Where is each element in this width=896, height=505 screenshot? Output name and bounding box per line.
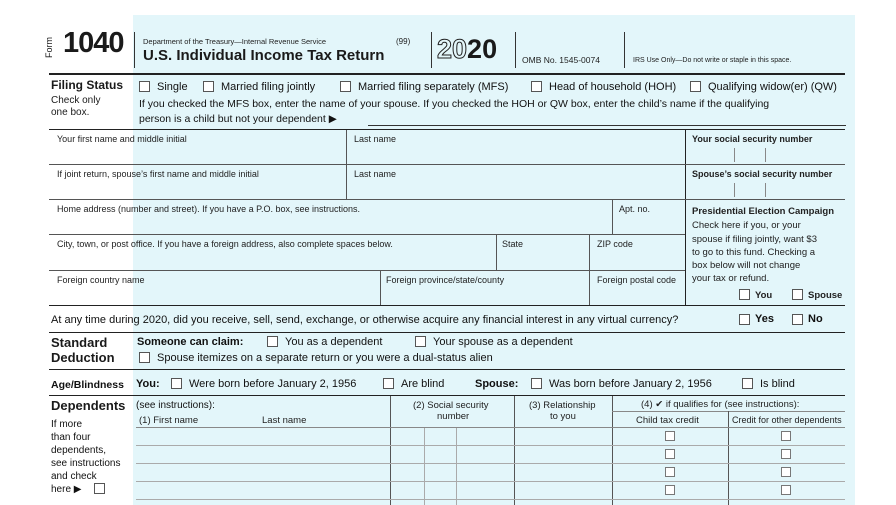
spouse-ssn-label: Spouse’s social security number [692, 169, 833, 179]
col-first-name: (1) First name [139, 415, 199, 426]
spouse-first-name-label: If joint return, spouse’s first name and middle initial [57, 169, 259, 179]
col-qualifies: (4) ✔ if qualifies for (see instructions): [641, 399, 800, 410]
checkbox-child-tax-credit-4[interactable] [665, 485, 675, 495]
checkbox-spouse-dependent[interactable] [415, 336, 426, 347]
ssn-label: Your social security number [692, 134, 813, 144]
dependent-row-1[interactable] [136, 428, 612, 445]
checkbox-married-jointly[interactable] [203, 81, 214, 92]
checkbox-other-credit-3[interactable] [781, 467, 791, 477]
checkbox-more-dependents[interactable] [94, 483, 105, 494]
checkbox-spouse-born-before[interactable] [531, 378, 542, 389]
presidential-line-1: Check here if you, or your [692, 220, 801, 231]
spouse-itemizes-label: Spouse itemizes on a separate return or you were a dual-status alien [157, 352, 493, 364]
spouse-last-name-field[interactable] [347, 165, 685, 199]
label-single: Single [157, 81, 188, 93]
checkbox-child-tax-credit-2[interactable] [665, 449, 675, 459]
presidential-line-3: to go to this fund. Checking a [692, 247, 816, 258]
last-name-label: Last name [354, 134, 397, 144]
checkbox-other-credit-4[interactable] [781, 485, 791, 495]
col-credit-other: Credit for other dependents [732, 415, 842, 425]
dependents-side-4: see instructions [51, 458, 121, 469]
you-dependent-label: You as a dependent [285, 336, 383, 348]
virtual-no-label: No [808, 313, 823, 325]
presidential-heading: Presidential Election Campaign [692, 206, 835, 217]
checkbox-spouse-blind[interactable] [742, 378, 753, 389]
standard-deduction-heading-2: Deduction [51, 350, 115, 365]
dependent-row-2[interactable] [136, 446, 612, 463]
label-married-jointly: Married filing jointly [221, 81, 316, 93]
foreign-postal-label: Foreign postal code [597, 275, 677, 285]
year-suffix: 20 [467, 34, 498, 64]
spouse-last-name-label: Last name [354, 169, 397, 179]
last-name-field[interactable] [347, 130, 685, 164]
checkbox-other-credit-1[interactable] [781, 431, 791, 441]
age-you-label: You: [136, 378, 160, 390]
checkbox-married-separately[interactable] [340, 81, 351, 92]
col-ssn-a: (2) Social security [413, 400, 489, 411]
zip-label: ZIP code [597, 239, 633, 249]
filing-status-heading: Filing Status [51, 78, 123, 92]
you-blind-label: Are blind [401, 378, 445, 390]
dependent-row-3[interactable] [136, 464, 612, 481]
checkbox-virtual-yes[interactable] [739, 314, 750, 325]
omb-number: OMB No. 1545-0074 [522, 55, 600, 65]
state-label: State [502, 239, 524, 249]
dependents-heading: Dependents [51, 398, 126, 413]
dependents-side-1: If more [51, 419, 83, 430]
checkbox-single[interactable] [139, 81, 150, 92]
presidential-line-5: your tax or refund. [692, 273, 770, 284]
someone-can-claim: Someone can claim: [137, 336, 244, 348]
checkbox-you-dependent[interactable] [267, 336, 278, 347]
you-born-before-label: Were born before January 2, 1956 [189, 378, 357, 390]
checkbox-you-born-before[interactable] [171, 378, 182, 389]
apt-label: Apt. no. [619, 204, 651, 214]
dependents-side-5: and check [51, 471, 97, 482]
age-spouse-label: Spouse: [475, 378, 519, 390]
label-head-of-household: Head of household (HOH) [549, 81, 677, 93]
checkbox-you-blind[interactable] [383, 378, 394, 389]
year-prefix: 20 [437, 34, 468, 64]
dependents-see: (see instructions): [136, 400, 215, 411]
first-name-label: Your first name and middle initial [57, 134, 187, 144]
col-child-tax-credit: Child tax credit [636, 415, 699, 426]
dependent-row-4[interactable] [136, 482, 612, 499]
irs-use-only: IRS Use Only—Do not write or staple in this space. [633, 57, 792, 64]
col-relationship-a: (3) Relationship [529, 400, 596, 411]
city-label: City, town, or post office. If you have a foreign address, also complete spaces below. [57, 239, 393, 249]
code-99: (99) [396, 37, 411, 46]
checkbox-other-credit-2[interactable] [781, 449, 791, 459]
tax-year [437, 34, 497, 65]
standard-deduction-heading-1: Standard [51, 335, 108, 350]
dependents-side-3: dependents, [51, 445, 107, 456]
checkbox-virtual-no[interactable] [792, 314, 803, 325]
virtual-yes-label: Yes [755, 313, 774, 325]
checkbox-child-tax-credit-3[interactable] [665, 467, 675, 477]
checkbox-child-tax-credit-1[interactable] [665, 431, 675, 441]
foreign-country-label: Foreign country name [57, 275, 145, 285]
presidential-spouse-label: Spouse [808, 290, 843, 301]
foreign-province-label: Foreign province/state/county [386, 275, 505, 285]
checkbox-head-of-household[interactable] [531, 81, 542, 92]
department-label: Department of the Treasury—Internal Revenue Service [143, 37, 327, 46]
form-number: 1040 [63, 27, 124, 59]
dependents-side-2: than four [51, 432, 91, 443]
virtual-currency-question: At any time during 2020, did you receive, sell, send, exchange, or otherwise acquire any financial interest in any virtual currency? [51, 314, 679, 326]
spouse-dependent-label: Your spouse as a dependent [433, 336, 573, 348]
presidential-you-label: You [755, 290, 773, 301]
filing-status-sub: Check only one box. [51, 95, 101, 118]
checkbox-qualifying-widow[interactable] [690, 81, 701, 92]
checkbox-presidential-you[interactable] [739, 289, 750, 300]
presidential-line-4: box below will not change [692, 260, 801, 271]
spouse-born-before-label: Was born before January 2, 1956 [549, 378, 712, 390]
filing-status-note-2: person is a child but not your dependent ▶ [139, 113, 337, 125]
col-ssn-b: number [437, 411, 470, 422]
col-relationship-b: to you [550, 411, 576, 422]
age-blindness-heading: Age/Blindness [51, 379, 124, 391]
dependents-here: here ▶ [51, 484, 82, 495]
checkbox-spouse-itemizes[interactable] [139, 352, 150, 363]
checkbox-presidential-spouse[interactable] [792, 289, 803, 300]
presidential-line-2: spouse if filing jointly, want $3 [692, 234, 817, 245]
home-address-label: Home address (number and street). If you have a P.O. box, see instructions. [57, 204, 360, 214]
form-word: Form [44, 37, 54, 58]
col-last-name: Last name [262, 415, 307, 426]
label-married-separately: Married filing separately (MFS) [358, 81, 509, 93]
form-title: U.S. Individual Income Tax Return [143, 47, 385, 64]
filing-status-note-1: If you checked the MFS box, enter the name of your spouse. If you checked the HOH or QW box, enter the child’s name if the qualifying [139, 98, 770, 110]
spouse-blind-label: Is blind [760, 378, 795, 390]
label-qualifying-widow: Qualifying widow(er) (QW) [708, 81, 837, 93]
